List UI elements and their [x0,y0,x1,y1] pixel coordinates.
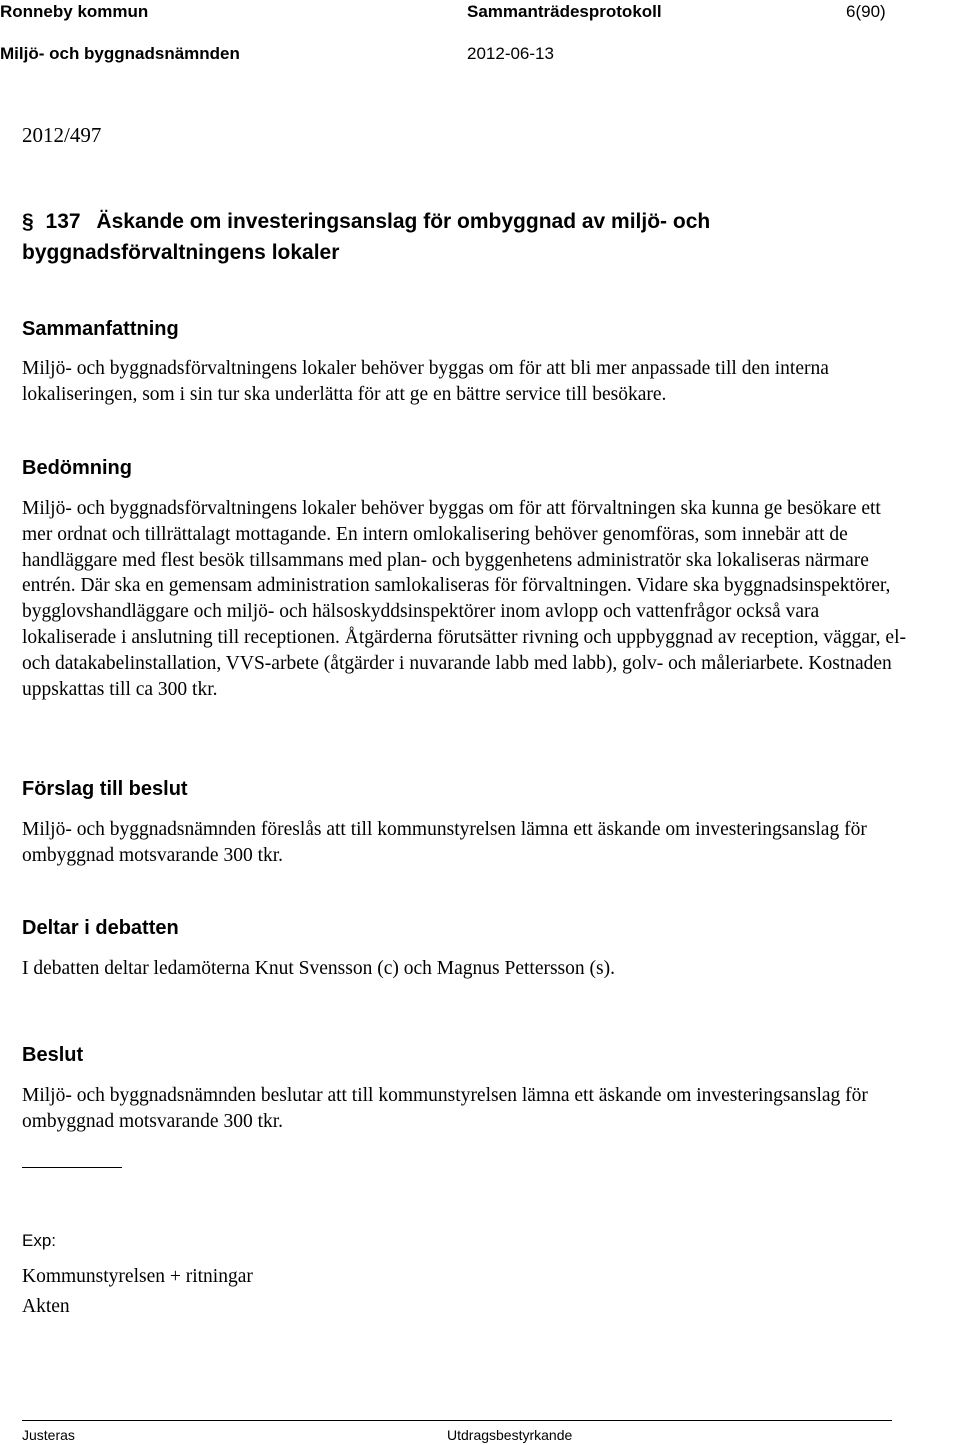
section-body-forslag: Miljö- och byggnadsnämnden föreslås att till kommunstyrelsen lämna ett äskande om investeringsanslag för ombyggnad motsvarande 300 tkr. [22,819,867,866]
section-body-bedomning: Miljö- och byggnadsförvaltningens lokaler behöver byggas om för att förvaltningen ska kunna ge besökare ett mer ordnat och tillrättalagt mottagande. En intern omlokalisering behöver genomföras, som innebär att de handläggare med flest besök tillsammans med plan- och byggenhetens administratör ska lokaliseras närmare entrén. Där ska en gemensam administration samlokaliseras för förvaltningen. Vidare ska byggnadsinspektörer, bygglovshandläggare och miljö- och hälsoskyddsinspektörer inom avlopp och vattenfrågor också vara lokaliserade i anslutning till receptionen. Åtgärderna förutsätter rivning och uppbyggnad av reception, väggar, el- och datakabelinstallation, VVS-arbete (åtgärder i nuvarande labb med labb), golv- och måleriarbete. Kostnaden uppskattas till ca 300 tkr. [22,498,907,700]
section-heading-forslag: Förslag till beslut [22,778,188,800]
section-heading-beslut: Beslut [22,1044,84,1066]
section-heading-bedomning: Bedömning [22,457,132,479]
dispatch-label: Exp: [22,1231,57,1250]
document-type: Sammanträdesprotokoll [467,2,662,21]
section-heading-sammanfattning: Sammanfattning [22,318,179,340]
section-body-debatt: I debatten deltar ledamöterna Knut Svensson (c) och Magnus Pettersson (s). [22,958,615,979]
section-body-sammanfattning: Miljö- och byggnadsförvaltningens lokaler behöver byggas om för att bli mer anpassade till den interna lokaliseringen, som i sin tur ska underlätta för att ge en bättre service till besökare. [22,358,829,405]
page-number: 6(90) [846,2,886,21]
dispatch-recipient: Akten [22,1296,70,1317]
separator-line [22,1167,122,1168]
section-heading-debatt: Deltar i debatten [22,917,179,939]
paragraph-symbol: § [22,210,34,233]
paragraph-title-text: Äskande om investeringsanslag för ombyggnad av miljö- och byggnadsförvaltningens lokaler [22,210,711,264]
case-number: 2012/497 [22,123,102,147]
footer-justeras: Justeras [22,1427,75,1443]
dispatch-recipient: Kommunstyrelsen + ritningar [22,1266,253,1287]
footer-rule [22,1420,892,1421]
paragraph-title [22,206,922,268]
paragraph-number: 137 [45,210,81,233]
section-body-beslut: Miljö- och byggnadsnämnden beslutar att till kommunstyrelsen lämna ett äskande om investeringsanslag för ombyggnad motsvarande 300 tkr. [22,1085,868,1132]
municipality-name: Ronneby kommun [0,2,149,21]
meeting-date: 2012-06-13 [467,44,554,63]
footer-utdragsbestyrkande: Utdragsbestyrkande [447,1427,573,1443]
committee-name: Miljö- och byggnadsnämnden [0,44,240,63]
